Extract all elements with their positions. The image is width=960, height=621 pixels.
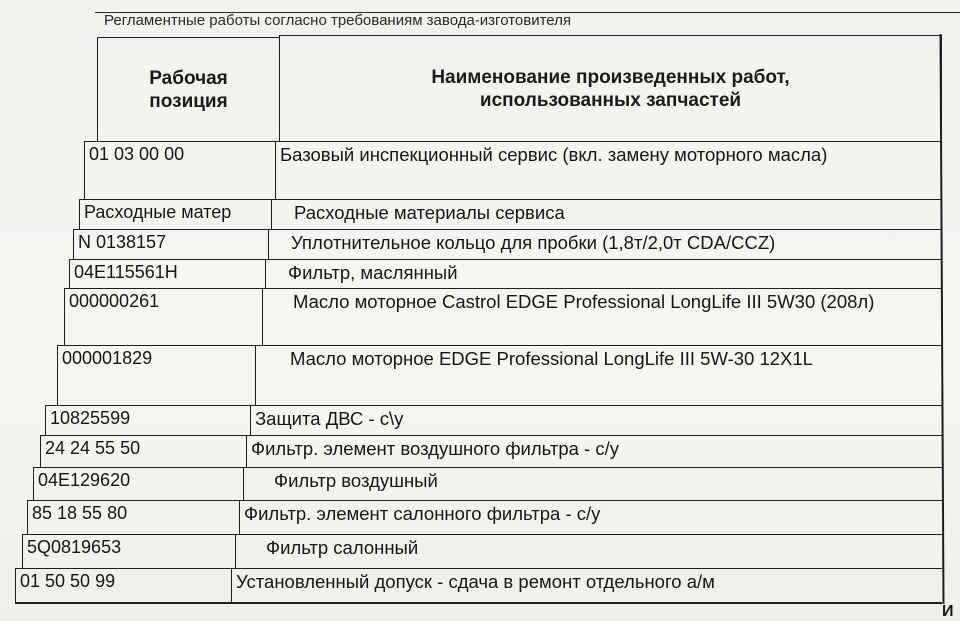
header-name-label: Наименование произведенных работ, использованных запчастей <box>431 66 790 111</box>
row-2-name: Расходные материалы сервиса <box>271 199 942 229</box>
row-11-code: 5Q0819653 <box>22 534 235 568</box>
header-name <box>279 35 942 141</box>
row-8-code: 24 24 55 50 <box>40 435 246 467</box>
row-8-name: Фильтр. элемент воздушного фильтра - с/у <box>246 435 942 467</box>
table-bottom-rule <box>15 602 942 604</box>
row-7-name: Защита ДВС - с\у <box>250 405 942 435</box>
header-position-label: Рабочая позиция <box>149 67 228 112</box>
row-5-code: 000000261 <box>64 288 262 345</box>
row-1-code: 01 03 00 00 <box>84 141 276 199</box>
row-12-name: Установленный допуск - сдача в ремонт отдельного а/м <box>231 568 942 603</box>
row-9-name: Фильтр воздушный <box>243 467 942 500</box>
row-1-name: Базовый инспекционный сервис (вкл. замену моторного масла) <box>275 141 942 199</box>
row-4-name: Фильтр, маслянный <box>265 259 942 288</box>
row-10-code: 85 18 55 80 <box>27 500 239 534</box>
row-2-code: Расходные матер <box>79 199 271 229</box>
row-9-code: 04E129620 <box>33 467 243 500</box>
corner-text-fragment: И <box>942 603 954 620</box>
row-5-name: Масло моторное Castrol EDGE Professional LongLife III 5W30 (208л) <box>262 288 942 345</box>
row-3-code: N 0138157 <box>73 229 268 259</box>
row-6-code: 000001829 <box>57 345 257 405</box>
row-7-code: 10825599 <box>45 405 251 435</box>
row-6-name: Масло моторное EDGE Professional LongLife III 5W-30 12X1L <box>255 345 942 405</box>
row-11-name: Фильтр салонный <box>235 534 942 568</box>
header-position <box>97 37 279 141</box>
row-10-name: Фильтр. элемент салонного фильтра - с/у <box>239 500 942 534</box>
row-12-code: 01 50 50 99 <box>15 568 231 603</box>
row-4-code: 04E115561H <box>69 259 265 288</box>
row-3-name: Уплотнительное кольцо для пробки (1,8т/2,0т CDA/CCZ) <box>268 229 942 259</box>
section-caption: Регламентные работы согласно требованиям завода-изготовителя <box>104 12 572 29</box>
